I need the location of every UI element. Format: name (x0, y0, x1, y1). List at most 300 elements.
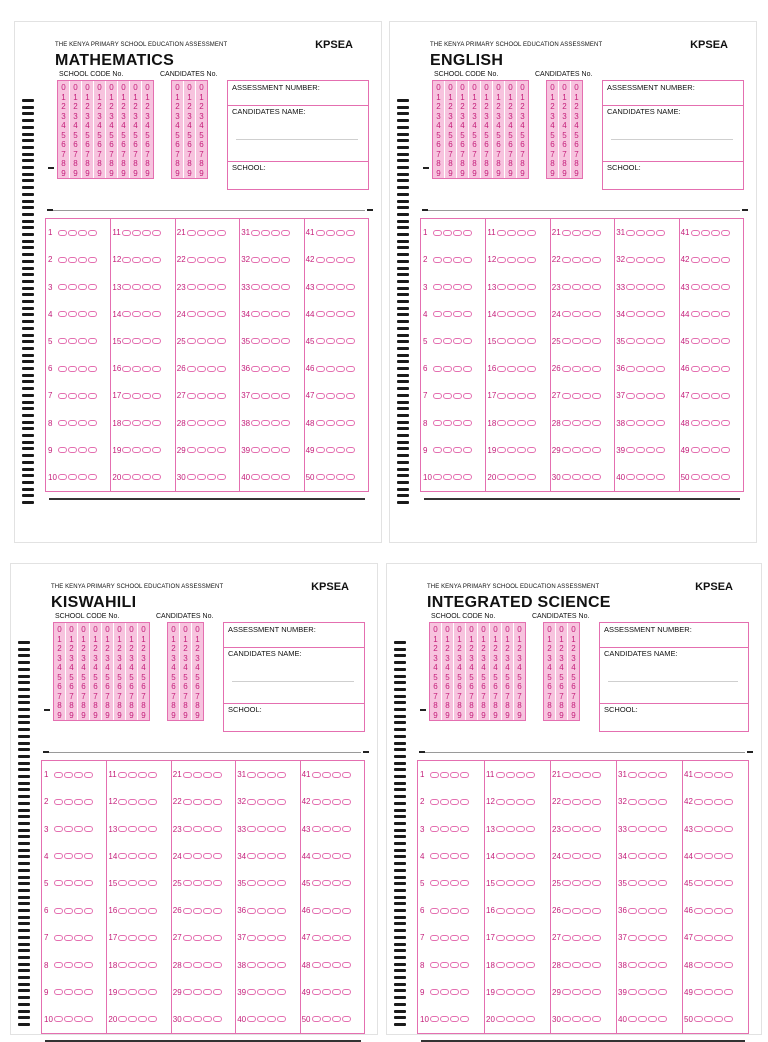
option-bubbles[interactable] (562, 853, 601, 859)
option-bubble[interactable] (636, 284, 645, 290)
option-bubbles[interactable] (251, 338, 290, 344)
option-bubble[interactable] (267, 935, 276, 941)
option-bubble[interactable] (430, 826, 439, 832)
digit-bubble[interactable]: 9 (187, 168, 192, 178)
option-bubbles[interactable] (187, 447, 226, 453)
question-row[interactable] (106, 770, 170, 780)
option-bubble[interactable] (257, 935, 266, 941)
digit-bubble[interactable]: 5 (517, 672, 522, 682)
digit-bubble[interactable]: 2 (109, 102, 114, 111)
digit-bubble[interactable]: 2 (69, 644, 74, 653)
digit-bubble[interactable]: 6 (517, 682, 522, 691)
digit-bubble[interactable]: 0 (550, 83, 555, 92)
question-row[interactable] (682, 987, 748, 997)
option-bubble[interactable] (64, 962, 73, 968)
question-row[interactable] (485, 391, 549, 401)
option-bubbles[interactable] (316, 474, 355, 480)
option-bubble[interactable] (203, 799, 212, 805)
digit-bubble[interactable]: 2 (105, 644, 110, 653)
option-bubble[interactable] (332, 908, 341, 914)
option-bubble[interactable] (701, 474, 710, 480)
option-bubbles[interactable] (118, 908, 157, 914)
option-bubble[interactable] (326, 447, 335, 453)
option-bubble[interactable] (572, 284, 581, 290)
question-row[interactable] (106, 987, 170, 997)
option-bubble[interactable] (526, 826, 535, 832)
option-bubble[interactable] (64, 908, 73, 914)
option-bubble[interactable] (658, 989, 667, 995)
question-row[interactable] (485, 472, 549, 482)
option-bubble[interactable] (646, 420, 655, 426)
option-bubble[interactable] (68, 366, 77, 372)
digit-bubble[interactable]: 7 (93, 691, 98, 701)
question-row[interactable] (175, 336, 239, 346)
option-bubble[interactable] (148, 799, 157, 805)
option-bubble[interactable] (78, 311, 87, 317)
option-bubble[interactable] (527, 447, 536, 453)
option-bubbles[interactable] (433, 420, 472, 426)
option-bubble[interactable] (257, 799, 266, 805)
option-bubble[interactable] (142, 393, 151, 399)
option-bubble[interactable] (183, 989, 192, 995)
digit-bubble[interactable]: 2 (448, 102, 453, 111)
option-bubble[interactable] (463, 393, 472, 399)
option-bubble[interactable] (572, 1016, 581, 1022)
option-bubble[interactable] (721, 230, 730, 236)
option-bubble[interactable] (187, 257, 196, 263)
digit-bubble[interactable]: 8 (520, 159, 525, 168)
option-bubble[interactable] (433, 474, 442, 480)
option-bubbles[interactable] (58, 393, 97, 399)
option-bubble[interactable] (507, 230, 516, 236)
question-row[interactable] (485, 336, 549, 346)
question-row[interactable] (42, 770, 106, 780)
digit-bubble[interactable]: 4 (445, 663, 450, 672)
option-bubble[interactable] (251, 366, 260, 372)
digit-bubble[interactable]: 7 (105, 691, 110, 701)
question-row[interactable] (110, 445, 174, 455)
digit-bubble[interactable]: 7 (493, 691, 498, 701)
digit-bubble[interactable]: 8 (472, 159, 477, 168)
digit-bubble[interactable]: 8 (187, 159, 192, 168)
option-bubbles[interactable] (691, 366, 730, 372)
digit-bubble[interactable]: 2 (121, 102, 126, 111)
question-row[interactable] (110, 282, 174, 292)
digit-bubble[interactable]: 9 (171, 710, 176, 720)
option-bubble[interactable] (68, 474, 77, 480)
question-row[interactable] (106, 851, 170, 861)
option-bubble[interactable] (463, 284, 472, 290)
option-bubble[interactable] (207, 338, 216, 344)
digit-bubble[interactable]: 9 (433, 710, 438, 720)
candidates-number-column[interactable] (571, 81, 582, 178)
digit-bubble[interactable]: 8 (93, 701, 98, 710)
option-bubble[interactable] (197, 257, 206, 263)
option-bubble[interactable] (207, 230, 216, 236)
option-bubble[interactable] (463, 257, 472, 263)
option-bubble[interactable] (332, 826, 341, 832)
option-bubble[interactable] (572, 230, 581, 236)
question-row[interactable] (171, 797, 235, 807)
digit-bubble[interactable]: 4 (520, 121, 525, 130)
digit-bubble[interactable]: 1 (145, 92, 150, 102)
digit-bubble[interactable]: 4 (129, 663, 134, 672)
question-row[interactable] (614, 336, 678, 346)
digit-bubble[interactable]: 2 (85, 102, 90, 111)
option-bubble[interactable] (271, 420, 280, 426)
option-bubble[interactable] (646, 474, 655, 480)
option-bubble[interactable] (562, 311, 571, 317)
digit-bubble[interactable]: 1 (493, 634, 498, 644)
option-bubble[interactable] (88, 366, 97, 372)
option-bubbles[interactable] (312, 962, 351, 968)
option-bubble[interactable] (592, 1016, 601, 1022)
digit-bubble[interactable]: 2 (559, 644, 564, 653)
option-bubble[interactable] (128, 799, 137, 805)
digit-bubble[interactable]: 9 (469, 710, 474, 720)
digit-bubble[interactable]: 3 (81, 653, 86, 663)
digit-bubble[interactable]: 1 (505, 634, 510, 644)
option-bubble[interactable] (316, 311, 325, 317)
option-bubbles[interactable] (433, 257, 472, 263)
digit-bubble[interactable]: 0 (69, 625, 74, 634)
option-bubbles[interactable] (694, 880, 733, 886)
option-bubble[interactable] (453, 338, 462, 344)
digit-bubble[interactable]: 4 (199, 121, 204, 130)
digit-bubble[interactable]: 0 (571, 625, 576, 634)
option-bubble[interactable] (213, 962, 222, 968)
option-bubble[interactable] (562, 447, 571, 453)
digit-bubble[interactable]: 7 (484, 149, 489, 159)
digit-bubble[interactable]: 7 (195, 691, 200, 701)
option-bubbles[interactable] (316, 393, 355, 399)
option-bubble[interactable] (58, 311, 67, 317)
digit-bubble[interactable]: 4 (460, 121, 465, 130)
option-bubble[interactable] (197, 284, 206, 290)
option-bubble[interactable] (152, 311, 161, 317)
digit-bubble[interactable]: 3 (496, 111, 501, 121)
digit-bubble[interactable]: 4 (436, 121, 441, 130)
option-bubble[interactable] (271, 284, 280, 290)
question-row[interactable] (239, 472, 303, 482)
option-bubbles[interactable] (183, 935, 222, 941)
option-bubble[interactable] (251, 447, 260, 453)
option-bubble[interactable] (463, 474, 472, 480)
digit-bubble[interactable]: 5 (117, 672, 122, 682)
question-row[interactable] (616, 933, 682, 943)
question-row[interactable] (175, 391, 239, 401)
option-bubble[interactable] (646, 447, 655, 453)
option-bubble[interactable] (572, 799, 581, 805)
option-bubble[interactable] (628, 853, 637, 859)
digit-bubble[interactable]: 3 (57, 653, 62, 663)
option-bubble[interactable] (118, 908, 127, 914)
option-bubble[interactable] (118, 935, 127, 941)
option-bubble[interactable] (460, 962, 469, 968)
option-bubble[interactable] (592, 772, 601, 778)
digit-bubble[interactable]: 7 (562, 149, 567, 159)
option-bubble[interactable] (118, 989, 127, 995)
digit-bubble[interactable]: 8 (73, 159, 78, 168)
option-bubble[interactable] (64, 799, 73, 805)
digit-bubble[interactable]: 0 (517, 625, 522, 634)
option-bubble[interactable] (526, 799, 535, 805)
digit-bubble[interactable]: 6 (175, 140, 180, 149)
option-bubble[interactable] (142, 420, 151, 426)
option-bubble[interactable] (271, 257, 280, 263)
digit-bubble[interactable]: 7 (469, 691, 474, 701)
option-bubble[interactable] (122, 447, 131, 453)
option-bubble[interactable] (197, 230, 206, 236)
school-code-column[interactable] (457, 81, 468, 178)
option-bubble[interactable] (68, 393, 77, 399)
digit-bubble[interactable]: 1 (199, 92, 204, 102)
digit-bubble[interactable]: 0 (448, 83, 453, 92)
option-bubble[interactable] (711, 311, 720, 317)
question-row[interactable] (682, 851, 748, 861)
school-code-column[interactable] (102, 623, 113, 720)
option-bubble[interactable] (281, 230, 290, 236)
option-bubble[interactable] (203, 853, 212, 859)
option-bubble[interactable] (656, 420, 665, 426)
option-bubble[interactable] (526, 989, 535, 995)
question-row[interactable] (110, 418, 174, 428)
option-bubble[interactable] (78, 338, 87, 344)
digit-bubble[interactable]: 7 (433, 691, 438, 701)
option-bubbles[interactable] (626, 257, 665, 263)
option-bubbles[interactable] (247, 853, 286, 859)
option-bubble[interactable] (128, 989, 137, 995)
question-row[interactable] (550, 770, 616, 780)
option-bubble[interactable] (701, 311, 710, 317)
digit-bubble[interactable]: 0 (85, 83, 90, 92)
option-bubble[interactable] (460, 1016, 469, 1022)
option-bubble[interactable] (58, 230, 67, 236)
option-bubbles[interactable] (312, 989, 351, 995)
digit-bubble[interactable]: 7 (559, 691, 564, 701)
digit-bubble[interactable]: 0 (61, 83, 66, 92)
option-bubble[interactable] (332, 880, 341, 886)
option-bubble[interactable] (217, 393, 226, 399)
option-bubbles[interactable] (430, 853, 469, 859)
option-bubbles[interactable] (122, 447, 161, 453)
option-bubble[interactable] (636, 257, 645, 263)
option-bubble[interactable] (261, 366, 270, 372)
digit-bubble[interactable]: 0 (81, 625, 86, 634)
option-bubbles[interactable] (247, 935, 286, 941)
option-bubble[interactable] (517, 393, 526, 399)
option-bubbles[interactable] (691, 420, 730, 426)
option-bubble[interactable] (54, 935, 63, 941)
question-row[interactable] (304, 445, 368, 455)
question-row[interactable] (421, 255, 485, 265)
option-bubbles[interactable] (496, 799, 535, 805)
option-bubbles[interactable] (562, 908, 601, 914)
digit-bubble[interactable]: 5 (129, 672, 134, 682)
question-row[interactable] (616, 906, 682, 916)
digit-bubble[interactable]: 1 (472, 92, 477, 102)
option-bubble[interactable] (656, 474, 665, 480)
digit-bubble[interactable]: 3 (105, 653, 110, 663)
option-bubble[interactable] (247, 1016, 256, 1022)
option-bubble[interactable] (277, 935, 286, 941)
option-bubble[interactable] (721, 257, 730, 263)
option-bubble[interactable] (281, 474, 290, 480)
question-row[interactable] (106, 797, 170, 807)
school-code-column[interactable] (514, 623, 525, 720)
digit-bubble[interactable]: 5 (93, 672, 98, 682)
digit-bubble[interactable]: 3 (183, 653, 188, 663)
digit-bubble[interactable]: 2 (517, 644, 522, 653)
school-code-column[interactable] (114, 623, 125, 720)
option-bubbles[interactable] (433, 230, 472, 236)
option-bubble[interactable] (247, 880, 256, 886)
school-code-column[interactable] (433, 81, 444, 178)
digit-bubble[interactable]: 1 (121, 92, 126, 102)
digit-bubble[interactable]: 5 (469, 672, 474, 682)
digit-bubble[interactable]: 6 (433, 682, 438, 691)
option-bubble[interactable] (517, 257, 526, 263)
option-bubbles[interactable] (626, 393, 665, 399)
digit-bubble[interactable]: 2 (574, 102, 579, 111)
option-bubble[interactable] (572, 420, 581, 426)
option-bubble[interactable] (658, 935, 667, 941)
option-bubble[interactable] (704, 853, 713, 859)
option-bubble[interactable] (517, 447, 526, 453)
option-bubble[interactable] (58, 366, 67, 372)
option-bubble[interactable] (183, 1016, 192, 1022)
option-bubble[interactable] (122, 257, 131, 263)
option-bubble[interactable] (721, 474, 730, 480)
option-bubble[interactable] (74, 962, 83, 968)
option-bubble[interactable] (517, 311, 526, 317)
option-bubble[interactable] (58, 447, 67, 453)
question-row[interactable] (682, 797, 748, 807)
option-bubble[interactable] (628, 962, 637, 968)
option-bubble[interactable] (628, 1016, 637, 1022)
digit-bubble[interactable]: 5 (195, 672, 200, 682)
option-bubbles[interactable] (496, 935, 535, 941)
option-bubble[interactable] (118, 880, 127, 886)
option-bubble[interactable] (316, 338, 325, 344)
option-bubble[interactable] (346, 338, 355, 344)
assessment-number-field[interactable] (603, 81, 743, 106)
question-row[interactable] (235, 1014, 299, 1024)
question-row[interactable] (550, 987, 616, 997)
option-bubbles[interactable] (183, 826, 222, 832)
option-bubble[interactable] (562, 420, 571, 426)
digit-bubble[interactable]: 9 (133, 168, 138, 178)
question-row[interactable] (239, 391, 303, 401)
option-bubbles[interactable] (187, 366, 226, 372)
option-bubble[interactable] (562, 474, 571, 480)
option-bubble[interactable] (592, 420, 601, 426)
option-bubble[interactable] (68, 257, 77, 263)
option-bubble[interactable] (257, 880, 266, 886)
digit-bubble[interactable]: 2 (550, 102, 555, 111)
school-code-column[interactable] (90, 623, 101, 720)
option-bubble[interactable] (84, 880, 93, 886)
digit-bubble[interactable]: 4 (97, 121, 102, 130)
digit-bubble[interactable]: 7 (175, 149, 180, 159)
digit-bubble[interactable]: 1 (73, 92, 78, 102)
digit-bubble[interactable]: 3 (171, 653, 176, 663)
option-bubble[interactable] (648, 799, 657, 805)
option-bubble[interactable] (592, 880, 601, 886)
digit-bubble[interactable]: 9 (505, 710, 510, 720)
digit-bubble[interactable]: 2 (436, 102, 441, 111)
option-bubble[interactable] (714, 772, 723, 778)
digit-bubble[interactable]: 7 (199, 149, 204, 159)
option-bubble[interactable] (142, 230, 151, 236)
option-bubbles[interactable] (691, 393, 730, 399)
option-bubble[interactable] (213, 880, 222, 886)
digit-bubble[interactable]: 9 (175, 168, 180, 178)
option-bubble[interactable] (704, 908, 713, 914)
digit-bubble[interactable]: 0 (445, 625, 450, 634)
digit-bubble[interactable]: 7 (183, 691, 188, 701)
option-bubble[interactable] (152, 447, 161, 453)
option-bubble[interactable] (572, 908, 581, 914)
question-row[interactable] (550, 851, 616, 861)
question-row[interactable] (682, 933, 748, 943)
option-bubbles[interactable] (54, 1016, 93, 1022)
digit-bubble[interactable]: 2 (505, 644, 510, 653)
option-bubbles[interactable] (497, 338, 536, 344)
question-row[interactable] (421, 472, 485, 482)
option-bubbles[interactable] (496, 880, 535, 886)
option-bubble[interactable] (213, 935, 222, 941)
option-bubble[interactable] (58, 338, 67, 344)
digit-bubble[interactable]: 2 (460, 102, 465, 111)
digit-bubble[interactable]: 7 (117, 691, 122, 701)
digit-bubble[interactable]: 5 (121, 130, 126, 140)
digit-bubble[interactable]: 3 (505, 653, 510, 663)
digit-bubble[interactable]: 1 (550, 92, 555, 102)
option-bubble[interactable] (658, 772, 667, 778)
digit-bubble[interactable]: 0 (175, 83, 180, 92)
option-bubble[interactable] (582, 393, 591, 399)
option-bubbles[interactable] (496, 1016, 535, 1022)
question-row[interactable] (484, 960, 550, 970)
digit-bubble[interactable]: 9 (436, 168, 441, 178)
option-bubble[interactable] (187, 420, 196, 426)
option-bubble[interactable] (430, 935, 439, 941)
option-bubble[interactable] (628, 880, 637, 886)
question-row[interactable] (679, 391, 743, 401)
option-bubble[interactable] (342, 962, 351, 968)
digit-bubble[interactable]: 4 (57, 663, 62, 672)
option-bubble[interactable] (443, 420, 452, 426)
digit-bubble[interactable]: 3 (481, 653, 486, 663)
candidates-number-column[interactable] (556, 623, 567, 720)
option-bubble[interactable] (496, 935, 505, 941)
digit-bubble[interactable]: 4 (145, 121, 150, 130)
digit-bubble[interactable]: 8 (550, 159, 555, 168)
option-bubble[interactable] (572, 257, 581, 263)
option-bubble[interactable] (562, 989, 571, 995)
option-bubbles[interactable] (118, 772, 157, 778)
question-row[interactable] (550, 1014, 616, 1024)
digit-bubble[interactable]: 5 (109, 130, 114, 140)
option-bubble[interactable] (312, 799, 321, 805)
option-bubble[interactable] (496, 962, 505, 968)
option-bubbles[interactable] (247, 989, 286, 995)
option-bubble[interactable] (592, 447, 601, 453)
option-bubble[interactable] (342, 908, 351, 914)
option-bubbles[interactable] (122, 257, 161, 263)
school-code-column[interactable] (481, 81, 492, 178)
